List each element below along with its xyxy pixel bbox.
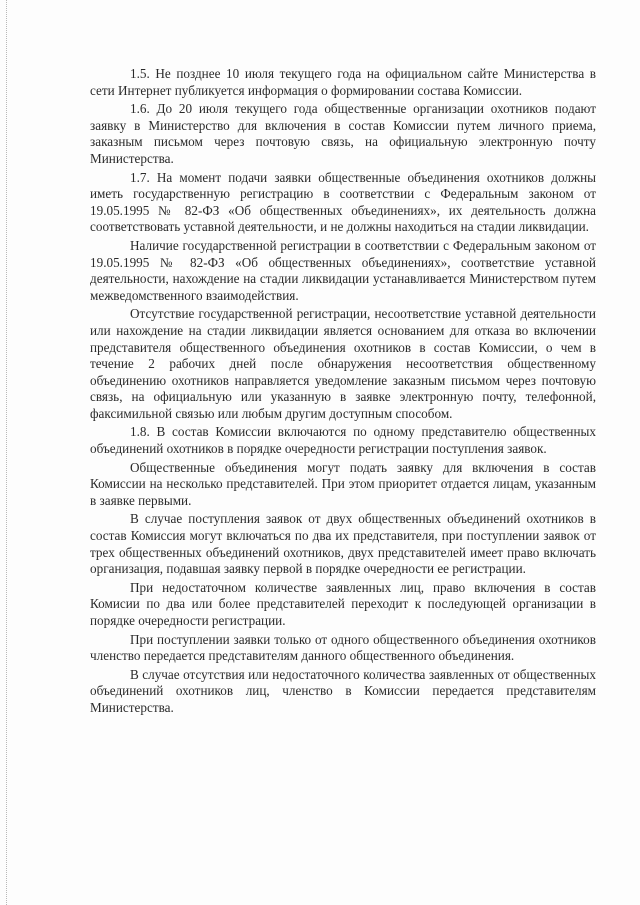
paragraph-1-6: 1.6. До 20 июля текущего года общественные организации охотников подают заявку в Министерство для включения в состав Комиссии путем личного приема, заказным письмом через почтовую связь, на официальную электронную почту Министерства. <box>90 101 596 166</box>
paragraph-ministry-representatives: В случае отсутствия или недостаточного количества заявленных от общественных объединений охотников лиц, членство в Комиссии передается представителям Министерства. <box>90 666 596 715</box>
paragraph-single-application: При поступлении заявки только от одного общественного объединения охотников членство передается представителям данного общественного объединения. <box>90 631 596 664</box>
paragraph-two-or-three-applications: В случае поступления заявок от двух общественных объединений охотников в состав Комиссия могут включаться по два их представителя, при поступлении заявок от трех общественных объединений охотников, двух представителей имеет право включать организация, подавшая заявку первой в порядке очередности ее регистрации. <box>90 511 596 577</box>
paragraph-1-7: 1.7. На момент подачи заявки общественные объединения охотников должны иметь государственную регистрацию в соответствии с Федеральным законом от 19.05.1995 № 82-ФЗ «Об общественных объединениях», их деятельность должна соответствовать уставной деятельности, и не должны находиться на стадии ликвидации. <box>90 169 596 235</box>
paragraph-insufficient-persons: При недостаточном количестве заявленных лиц, право включения в состав Комисии по два или более представителей переходит к последующей организации в порядке очередности регистрации. <box>90 579 596 628</box>
document-body <box>90 66 596 717</box>
scan-binding-edge <box>6 0 7 905</box>
paragraph-1-5: 1.5. Не позднее 10 июля текущего года на официальном сайте Министерства в сети Интернет публикуется информация о формировании состава Комиссии. <box>90 66 596 98</box>
paragraph-multiple-representatives: Общественные объединения могут подать заявку для включения в состав Комиссии на несколько представителей. При этом приоритет отдается лицам, указанным в заявке первыми. <box>90 459 596 508</box>
paragraph-registration-check: Наличие государственной регистрации в соответствии с Федеральным законом от 19.05.1995 № 82-ФЗ «Об общественных объединениях», соответствие уставной деятельности, нахождение на стадии ликвидации устанавливается Министерством путем межведомственного взаимодействия. <box>90 237 596 303</box>
paragraph-refusal-grounds: Отсутствие государственной регистрации, несоответствие уставной деятельности или нахождение на стадии ликвидации является основанием для отказа во включении представителя общественного объединения охотников в состав Комиссии, о чем в течение 2 рабочих дней после обнаружения несоответствия общественному объединению охотников направляется уведомление заказным письмом через почтовую связь, на официальную или указанную в заявке электронную почту, телефонной, факсимильной связью или любым другим доступным способом. <box>90 306 596 421</box>
paragraph-1-8: 1.8. В состав Комиссии включаются по одному представителю общественных объединений охотников в порядке очередности регистрации поступления заявок. <box>90 424 596 457</box>
